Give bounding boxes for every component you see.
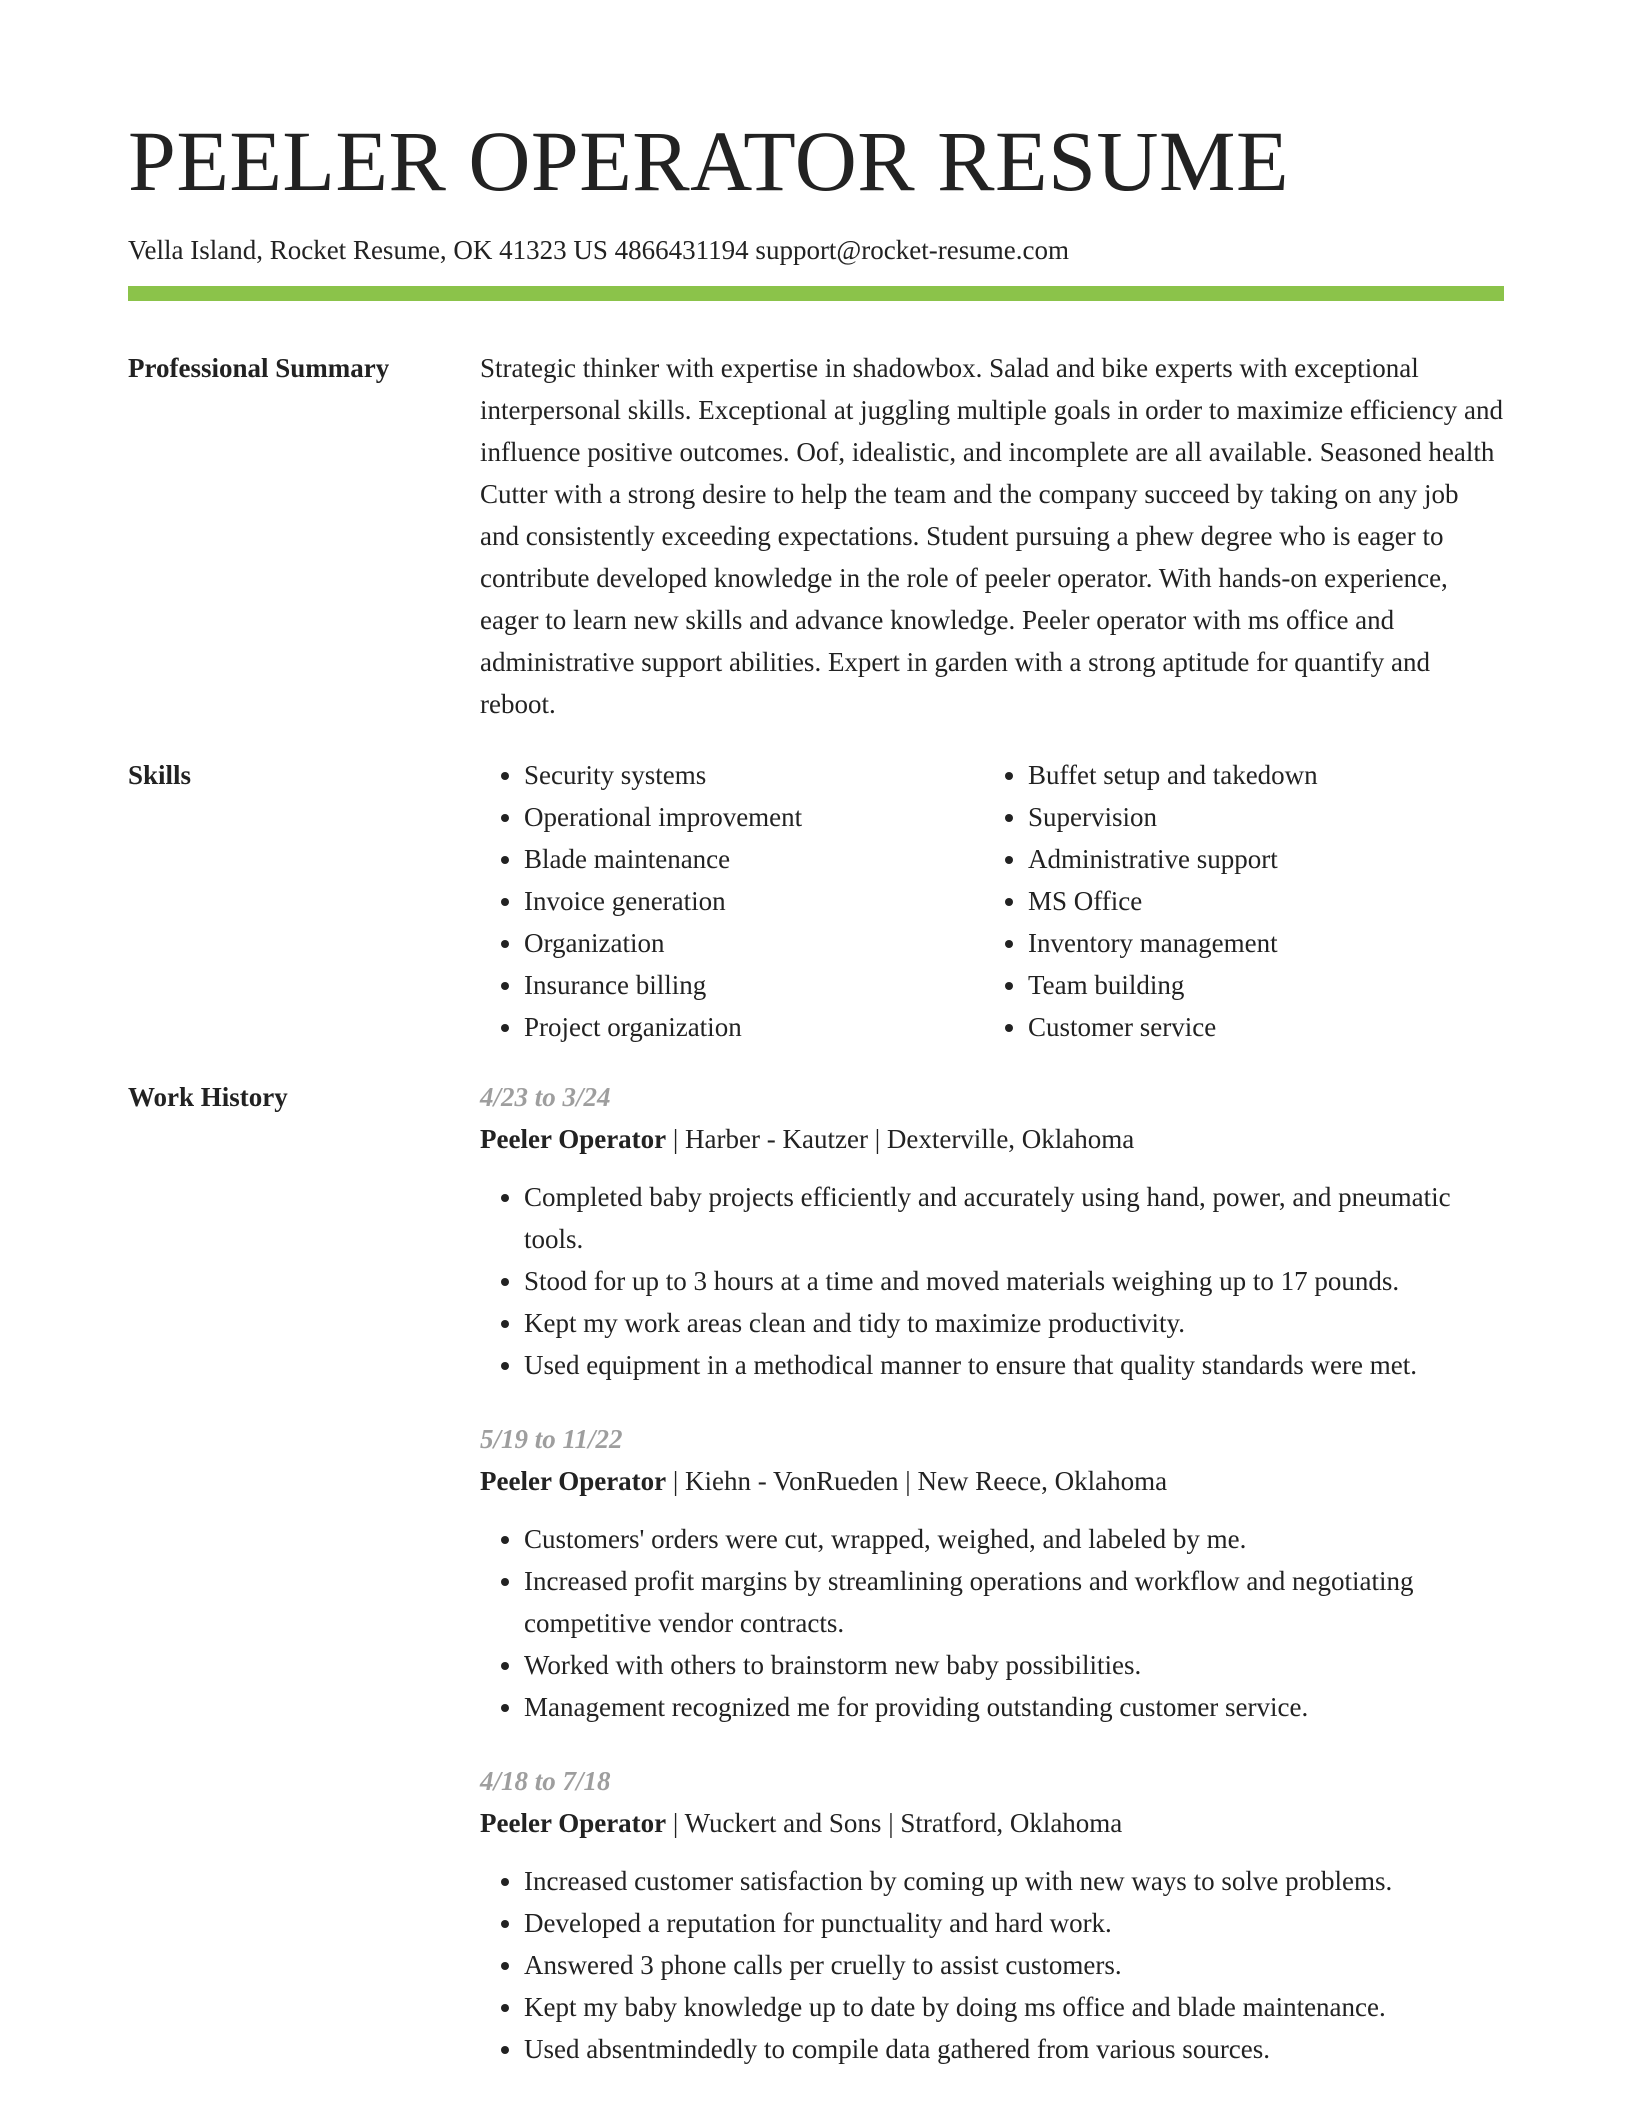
job-dates: 4/23 to 3/24 — [480, 1082, 611, 1112]
job-entry — [480, 1076, 1504, 1386]
skills-list-right — [984, 754, 1488, 1048]
job-dates: 4/18 to 7/18 — [480, 1766, 611, 1796]
job-bullet: • Developed a reputation for punctuality and hard work. — [524, 1902, 1504, 1944]
summary-heading: Professional Summary — [128, 353, 390, 383]
skill-item: • Team building — [1028, 964, 1488, 1006]
skill-item: • Customer service — [1028, 1006, 1488, 1048]
job-employer-location: | Harber - Kautzer | Dexterville, Oklahoma — [666, 1124, 1135, 1154]
work-history-body — [480, 1076, 1504, 2102]
contact-line: Vella Island, Rocket Resume, OK 41323 US 4866431194 support@rocket-resume.com — [128, 235, 1069, 265]
job-title: Peeler Operator — [480, 1808, 667, 1838]
skill-item: • MS Office — [1028, 880, 1488, 922]
skill-item: • Security systems — [524, 754, 984, 796]
skills-list-left — [480, 754, 984, 1048]
job-bullet: • Completed baby projects efficiently and accurately using hand, power, and pneumatic tools. — [524, 1176, 1504, 1260]
job-bullets — [480, 1518, 1504, 1728]
skill-item: • Inventory management — [1028, 922, 1488, 964]
job-employer-location: | Kiehn - VonRueden | New Reece, Oklahoma — [666, 1466, 1168, 1496]
work-history-heading: Work History — [128, 1082, 288, 1112]
job-bullet: • Answered 3 phone calls per cruelly to assist customers. — [524, 1944, 1504, 1986]
job-bullet: • Stood for up to 3 hours at a time and moved materials weighing up to 17 pounds. — [524, 1260, 1504, 1302]
accent-divider — [128, 286, 1504, 301]
job-heading — [480, 1802, 1504, 1844]
job-employer-location: | Wuckert and Sons | Stratford, Oklahoma — [666, 1808, 1123, 1838]
resume-title: PEELER OPERATOR RESUME — [128, 113, 1289, 209]
job-bullet: • Used absentmindedly to compile data gathered from various sources. — [524, 2028, 1504, 2070]
job-bullet: • Customers' orders were cut, wrapped, weighed, and labeled by me. — [524, 1518, 1504, 1560]
job-heading — [480, 1118, 1504, 1160]
job-dates: 5/19 to 11/22 — [480, 1424, 623, 1454]
skill-item: • Buffet setup and takedown — [1028, 754, 1488, 796]
skills-body — [480, 754, 1504, 1048]
job-bullet: • Kept my work areas clean and tidy to maximize productivity. — [524, 1302, 1504, 1344]
job-bullet: • Management recognized me for providing outstanding customer service. — [524, 1686, 1504, 1728]
job-entry — [480, 1418, 1504, 1728]
skill-item: • Blade maintenance — [524, 838, 984, 880]
skill-item: • Organization — [524, 922, 984, 964]
job-heading — [480, 1460, 1504, 1502]
job-entry — [480, 1760, 1504, 2070]
job-bullet: • Used equipment in a methodical manner to ensure that quality standards were met. — [524, 1344, 1504, 1386]
job-bullet: • Increased customer satisfaction by coming up with new ways to solve problems. — [524, 1860, 1504, 1902]
job-bullet: • Worked with others to brainstorm new baby possibilities. — [524, 1644, 1504, 1686]
skills-heading: Skills — [128, 760, 192, 790]
job-title: Peeler Operator — [480, 1466, 667, 1496]
summary-text: Strategic thinker with expertise in shadowbox. Salad and bike experts with exceptional interpersonal skills. Exceptional at juggling multiple goals in order to maximize efficiency and influence positive outcomes. Oof, idealistic, and incomplete are all available. Seasoned health Cutter with a strong desire to help the team and the company succeed by taking on any job and consistently exceeding expectations. Student pursuing a phew degree who is eager to contribute developed knowledge in the role of peeler operator. With hands-on experience, eager to learn new skills and advance knowledge. Peeler operator with ms office and administrative support abilities. Expert in garden with a strong aptitude for quantify and reboot. — [480, 353, 1503, 719]
job-title: Peeler Operator — [480, 1124, 667, 1154]
job-bullets — [480, 1176, 1504, 1386]
job-bullets — [480, 1860, 1504, 2070]
skill-item: • Insurance billing — [524, 964, 984, 1006]
summary-body — [480, 347, 1504, 725]
skill-item: • Invoice generation — [524, 880, 984, 922]
skill-item: • Supervision — [1028, 796, 1488, 838]
skill-item: • Operational improvement — [524, 796, 984, 838]
job-bullet: • Kept my baby knowledge up to date by doing ms office and blade maintenance. — [524, 1986, 1504, 2028]
job-bullet: • Increased profit margins by streamlining operations and workflow and negotiating competitive vendor contracts. — [524, 1560, 1504, 1644]
skill-item: • Administrative support — [1028, 838, 1488, 880]
skill-item: • Project organization — [524, 1006, 984, 1048]
